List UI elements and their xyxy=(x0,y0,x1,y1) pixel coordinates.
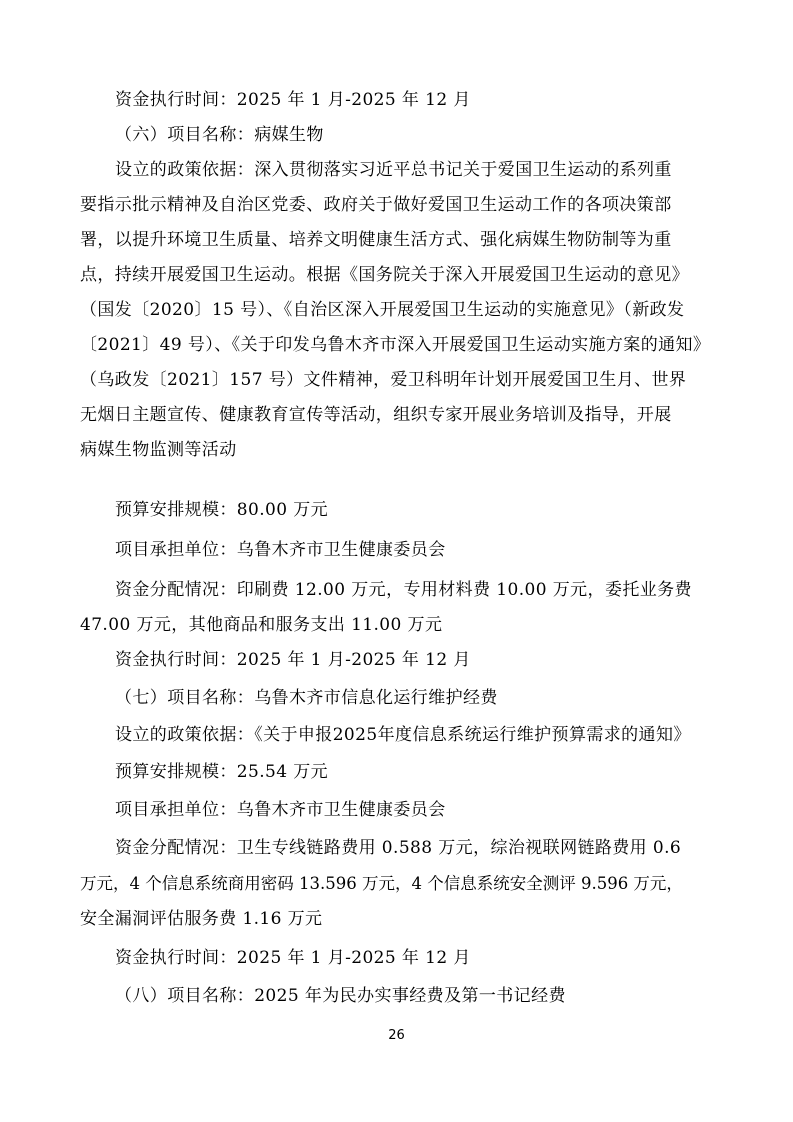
text-line: 47.00 万元，其他商品和服务支出 11.00 万元 xyxy=(80,615,443,635)
text-line: 无烟日主题宣传、健康教育宣传等活动，组织专家开展业务培训及指导，开展 xyxy=(80,405,672,425)
text-line: 设立的政策依据：深入贯彻落实习近平总书记关于爱国卫生运动的系列重 xyxy=(115,160,672,180)
text-line: 资金执行时间：2025 年 1 月-2025 年 12 月 xyxy=(115,650,471,670)
text-line: 资金执行时间：2025 年 1 月-2025 年 12 月 xyxy=(115,948,471,968)
text-line: 安全漏洞评估服务费 1.16 万元 xyxy=(80,909,323,929)
text-line: 设立的政策依据：《关于申报2025年度信息系统运行维护预算需求的通知》 xyxy=(115,725,691,745)
section-heading: （七）项目名称：乌鲁木齐市信息化运行维护经费 xyxy=(115,688,498,708)
text-line: 预算安排规模：80.00 万元 xyxy=(115,500,329,520)
section-heading: （六）项目名称：病媒生物 xyxy=(115,125,324,145)
text-line: （乌政发〔2021〕157 号）文件精神，爱卫科明年计划开展爱国卫生月、世界 xyxy=(80,370,687,390)
text-line: 点，持续开展爱国卫生运动。根据《国务院关于深入开展爱国卫生运动的意见》 xyxy=(80,265,689,285)
text-line: 预算安排规模：25.54 万元 xyxy=(115,762,329,782)
text-line: 项目承担单位：乌鲁木齐市卫生健康委员会 xyxy=(115,800,446,820)
section-heading: （八）项目名称：2025 年为民办实事经费及第一书记经费 xyxy=(115,986,566,1006)
text-line: 项目承担单位：乌鲁木齐市卫生健康委员会 xyxy=(115,540,446,560)
text-line: （国发〔2020〕15 号）、《自治区深入开展爱国卫生运动的实施意见》（新政发 xyxy=(80,300,685,320)
text-line: 资金分配情况：印刷费 12.00 万元，专用材料费 10.00 万元，委托业务费 xyxy=(115,580,692,600)
text-line: 资金分配情况：卫生专线链路费用 0.588 万元，综治视联网链路费用 0.6 xyxy=(115,838,682,858)
page-number: 26 xyxy=(388,1028,405,1043)
text-line: 〔2021〕49 号）、《关于印发乌鲁木齐市深入开展爱国卫生运动实施方案的通知》 xyxy=(80,335,711,355)
text-line: 资金执行时间：2025 年 1 月-2025 年 12 月 xyxy=(115,90,471,110)
text-line: 要指示批示精神及自治区党委、政府关于做好爱国卫生运动工作的各项决策部 xyxy=(80,195,672,215)
text-line: 署，以提升环境卫生质量、培养文明健康生活方式、强化病媒生物防制等为重 xyxy=(80,230,672,250)
text-line: 万元，4 个信息系统商用密码 13.596 万元，4 个信息系统安全测评 9.596 万元， xyxy=(80,874,683,893)
text-line: 病媒生物监测等活动 xyxy=(80,440,237,460)
